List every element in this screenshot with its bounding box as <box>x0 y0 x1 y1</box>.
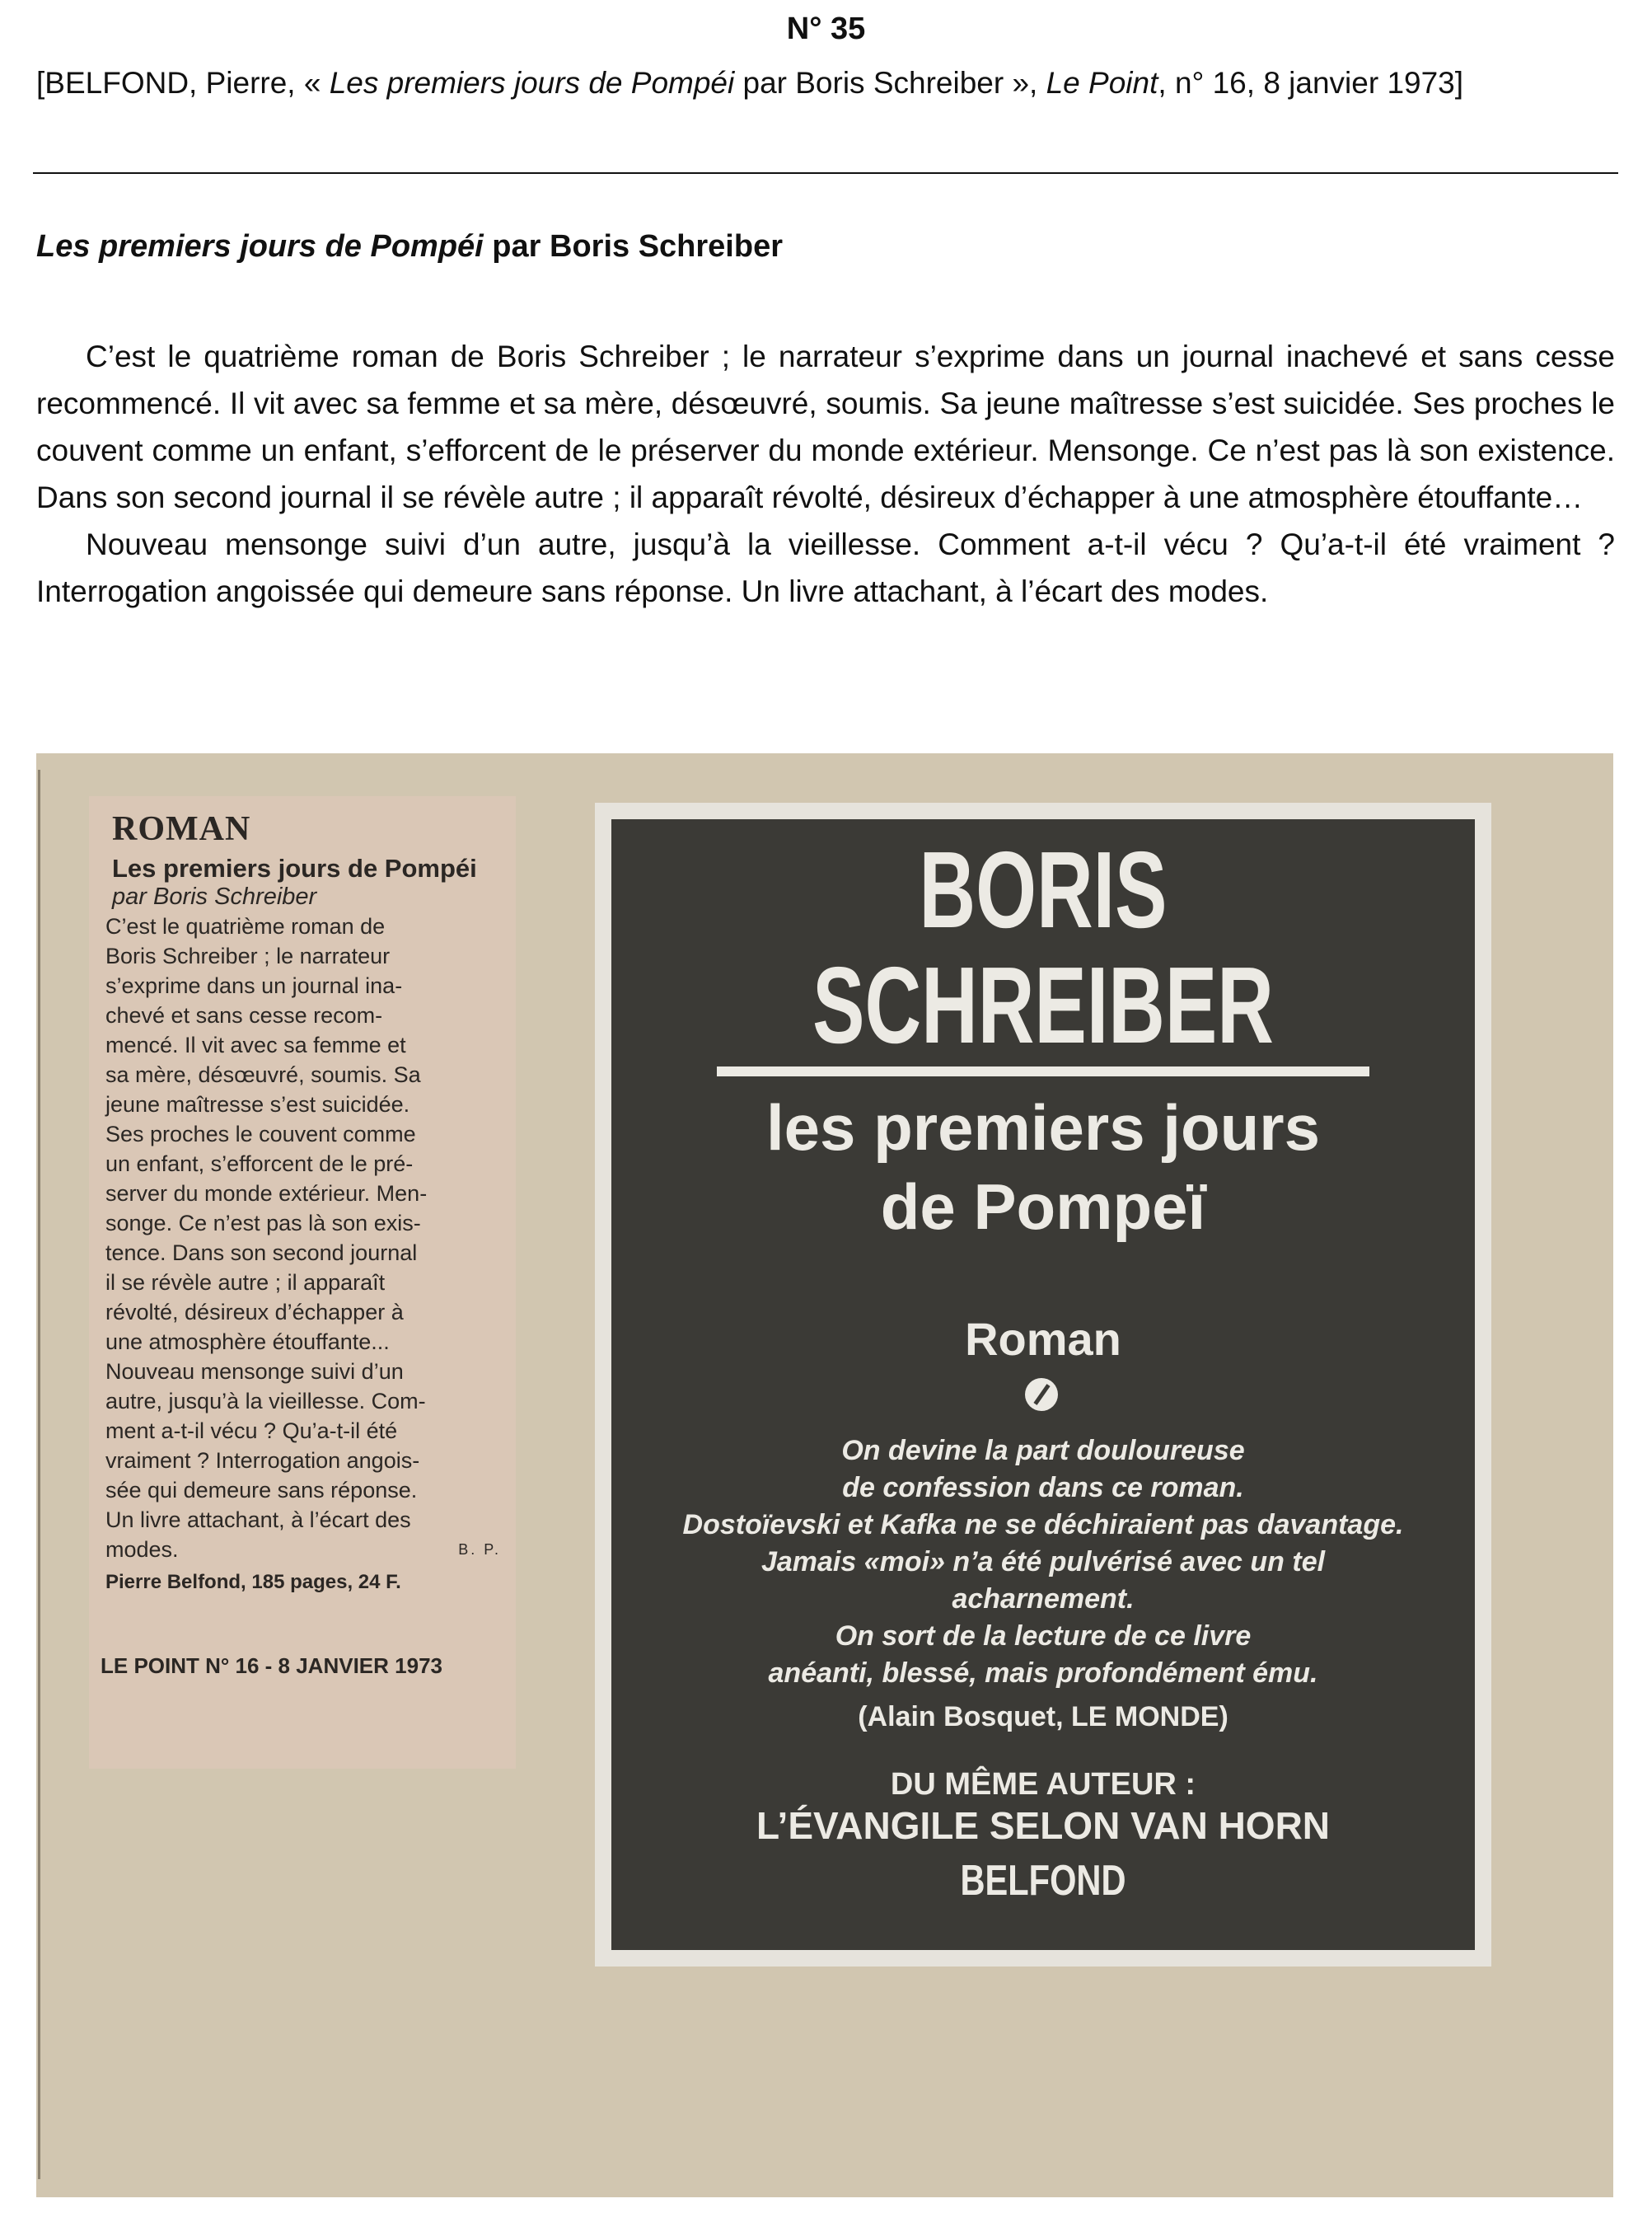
advert-other-book: L’ÉVANGILE SELON VAN HORN <box>756 1804 1331 1847</box>
advert-quote-line: Jamais «moi» n’a été pulvérisé avec un tel <box>760 1546 1326 1577</box>
citation-book-title: Les premiers jours de Pompéi <box>329 66 735 100</box>
document-number: N° 35 <box>786 12 866 46</box>
advert-book-title-line-2: de Pompeï <box>880 1170 1206 1243</box>
bibliographic-citation <box>36 59 1615 107</box>
advert-book-title-line-1: les premiers jours <box>766 1091 1320 1164</box>
scan-edge <box>38 770 40 2179</box>
header-divider <box>33 172 1618 174</box>
review-paragraph-1: C’est le quatrième roman de Boris Schreiber ; le narrateur s’exprime dans un journal inachevé et sans cesse recommencé. Il vit avec sa femme et sa mère, désœuvré, soumis. Sa jeune maîtresse s’est suicidée. Ses proches le couvent comme un enfant, s’efforcent de le préserver du monde extérieur. Mensonge. Ce n’est pas là son existence. Dans son second journal il se révèle autre ; il apparaît révolté, désireux d’échapper à une atmosphère étouffante… <box>36 340 1615 514</box>
advert-quote-line: On sort de la lecture de ce livre <box>835 1620 1252 1652</box>
advert-quote-attribution: (Alain Bosquet, LE MONDE) <box>858 1701 1228 1732</box>
review-body <box>36 333 1615 615</box>
advert-genre: Roman <box>965 1313 1121 1365</box>
review-title <box>36 229 783 265</box>
advert-quote-line: Dostoïevski et Kafka ne se déchiraient pas davantage. <box>682 1509 1404 1540</box>
review-paragraph-2: Nouveau mensonge suivi d’un autre, jusqu’à la vieillesse. Comment a-t-il vécu ? Qu’a-t-il été vraiment ? Interrogation angoissée qui demeure sans réponse. Un livre attachant, à l’écart des modes. <box>36 527 1615 608</box>
clipping-title: Les premiers jours de Pompéi <box>112 854 477 883</box>
scanned-press-clippings <box>36 753 1613 2197</box>
advert-quote-line: de confession dans ce roman. <box>842 1472 1244 1503</box>
citation-journal: Le Point <box>1046 66 1158 100</box>
advert-quote-line: On devine la part douloureuse <box>841 1435 1245 1466</box>
clipping-body: C’est le quatrième roman de Boris Schreiber ; le narrateur s’exprime dans un journal ina- chevé et sans cesse recom- mencé. Il vit avec sa femme et sa mère, désœuvré, soumis. Sa jeune maîtresse s’est suicidée. Ses proches le couvent comme un enfant, s’efforcent de le pré- server du monde extérieur. Men- songe. Ce n’est pas là son exis- tence. Dans son second journal il se révèle autre ; il apparaît révolté, désireux d’échapper à une atmosphère étouffante... Nouveau mensonge suivi d’un autre, jusqu’à la vieillesse. Com- ment a-t-il vécu ? Qu’a-t-il été vraiment ? Interrogation angois- sée qui demeure sans réponse. Un livre attachant, à l’écart des modes. <box>105 914 428 1562</box>
advert-book-title <box>611 1088 1475 1246</box>
advert-quote-line: acharnement. <box>952 1583 1135 1615</box>
advert-same-author-label: DU MÊME AUTEUR : <box>890 1767 1196 1802</box>
clipping-source: LE POINT N° 16 - 8 JANVIER 1973 <box>101 1653 442 1678</box>
newspaper-clipping <box>89 796 516 1769</box>
book-advert <box>611 819 1475 1950</box>
advert-publisher: BELFOND <box>960 1857 1126 1905</box>
advert-quote <box>611 1432 1475 1692</box>
clipping-publication-info: Pierre Belfond, 185 pages, 24 F. <box>105 1571 401 1593</box>
clipping-initials: B. P. <box>458 1541 501 1558</box>
advert-divider <box>717 1066 1369 1076</box>
advert-quote-line: anéanti, blessé, mais profondément ému. <box>768 1657 1318 1689</box>
book-advert-frame <box>595 803 1491 1967</box>
clipping-author: par Boris Schreiber <box>112 884 317 910</box>
advert-author-first: BORIS <box>919 829 1168 950</box>
clipping-heading: ROMAN <box>112 810 251 848</box>
citation-author: par Boris Schreiber », <box>734 66 1046 100</box>
review-title-author: par Boris Schreiber <box>483 229 783 264</box>
review-title-book: Les premiers jours de Pompéi <box>36 229 484 264</box>
advert-author-last: SCHREIBER <box>812 945 1274 1066</box>
citation-prefix: [BELFOND, Pierre, « <box>36 66 330 100</box>
advert-ornament-icon <box>1025 1378 1058 1411</box>
citation-suffix: , n° 16, 8 janvier 1973] <box>1158 66 1464 100</box>
